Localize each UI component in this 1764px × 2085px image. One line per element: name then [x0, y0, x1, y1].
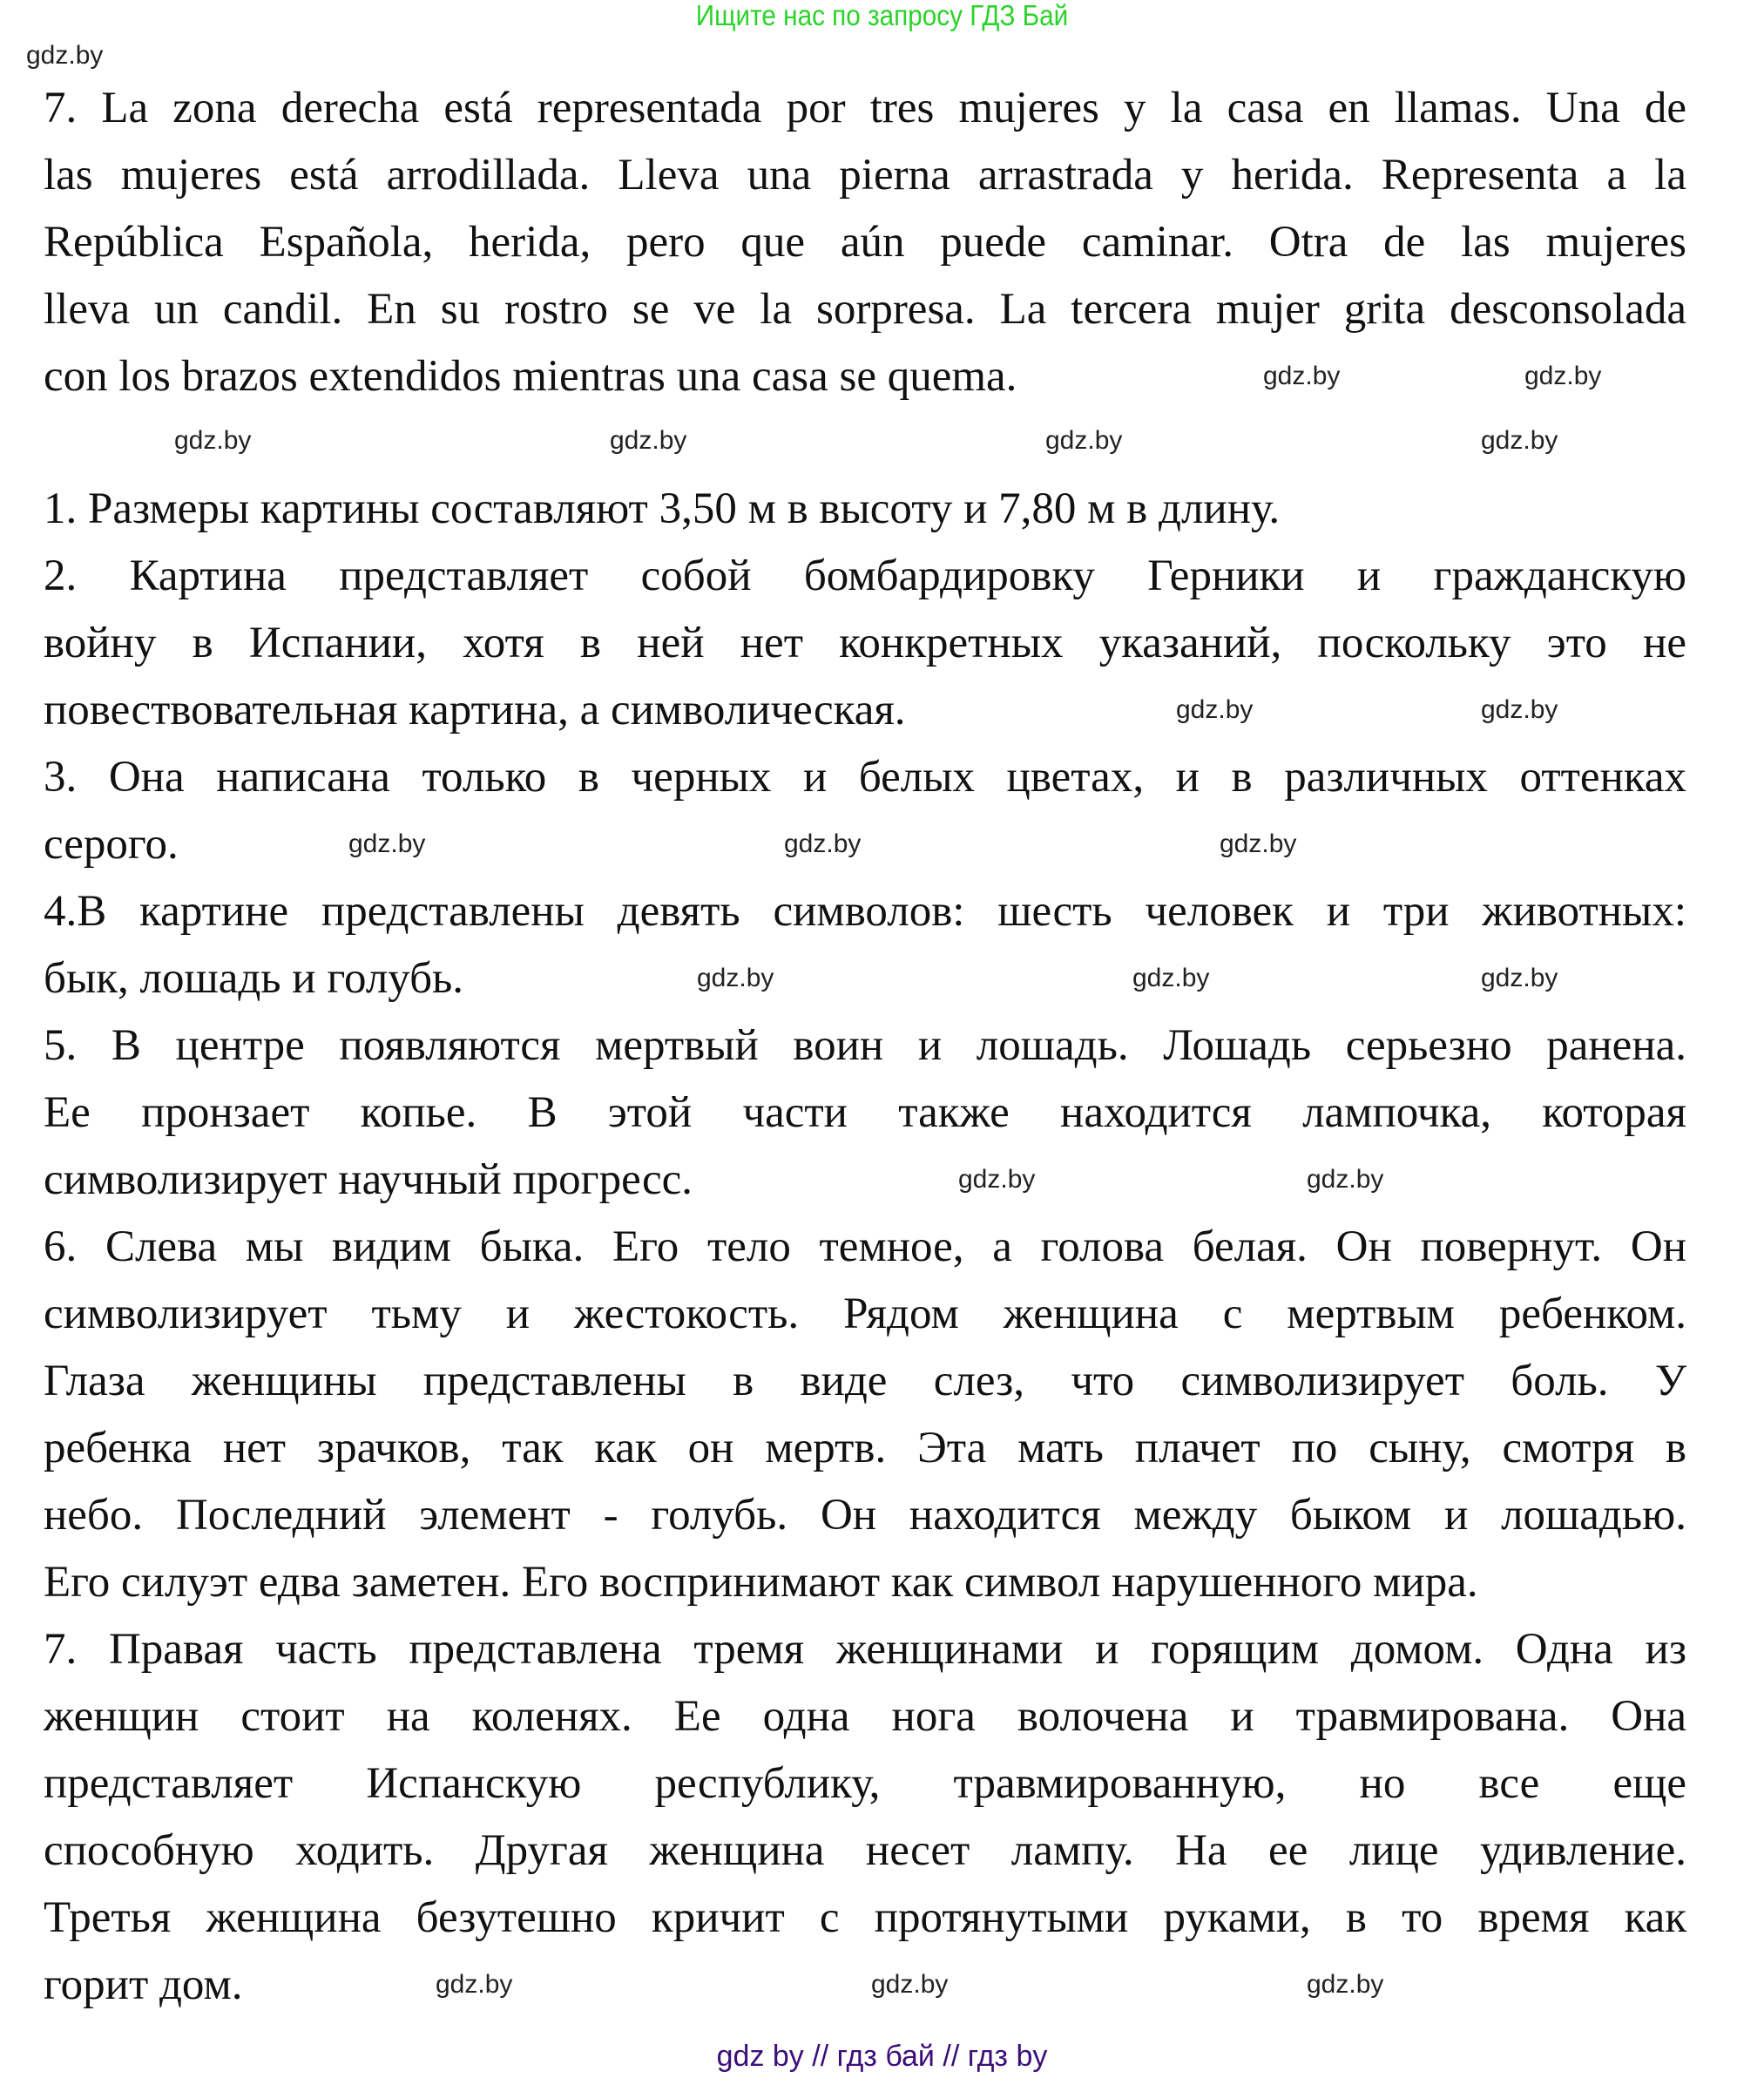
watermark: gdz.by: [1132, 964, 1210, 992]
footer-links: gdz by // гдз бай // гдз by: [716, 2040, 1048, 2073]
watermark: gdz.by: [436, 1970, 513, 1999]
text-line: 1. Размеры картины составляют 3,50 м в высоту и 7,80 м в длину.: [44, 484, 1281, 533]
watermark: gdz.by: [1307, 1970, 1384, 1999]
text-line: Ее пронзает копье. В этой части также находится лампочка, которая: [44, 1088, 1686, 1137]
answer-item-4: [44, 878, 1686, 1012]
text-line: символизирует научный прогресс.: [44, 1155, 693, 1204]
spanish-paragraph: [44, 75, 1686, 410]
watermark: gdz.by: [1307, 1165, 1384, 1194]
watermark: gdz.by: [174, 426, 252, 455]
text-line: las mujeres está arrodillada. Lleva una pierna arrastrada y herida. Representa a la: [44, 151, 1686, 200]
text-line: женщин стоит на коленях. Ее одна нога волочена и травмирована. Она: [44, 1692, 1686, 1741]
answer-item-3: [44, 744, 1686, 878]
answer-item-7: [44, 1616, 1686, 2019]
text-line: Его силуэт едва заметен. Его воспринимают как символ нарушенного мира.: [44, 1558, 1478, 1607]
watermark: gdz.by: [1524, 362, 1602, 390]
text-line: con los brazos extendidos mientras una casa se quema.: [44, 352, 1017, 401]
text-line: бык, лошадь и голубь.: [44, 954, 464, 1003]
text-line: lleva un candil. En su rostro se ve la sorpresa. La tercera mujer grita desconsolada: [44, 285, 1686, 334]
answer-item-1: [44, 476, 1686, 543]
text-line: войну в Испании, хотя в ней нет конкретных указаний, поскольку это не: [44, 619, 1686, 667]
answer-item-5: [44, 1012, 1686, 1214]
russian-answers: [44, 476, 1686, 2019]
text-line: способную ходить. Другая женщина несет лампу. На ее лице удивление.: [44, 1826, 1686, 1875]
watermark: gdz.by: [871, 1970, 949, 1999]
answer-item-2: [44, 543, 1686, 744]
watermark: gdz.by: [610, 426, 687, 455]
text-line: повествовательная картина, а символическая.: [44, 686, 906, 734]
answer-item-6: [44, 1214, 1686, 1616]
text-line: Третья женщина безутешно кричит с протянутыми руками, в то время как: [44, 1893, 1686, 1942]
text-line: представляет Испанскую республику, травмированную, но все еще: [44, 1759, 1686, 1808]
text-line: 4.В картине представлены девять символов: шесть человек и три животных:: [44, 887, 1686, 936]
watermark: gdz.by: [348, 829, 426, 858]
watermark: gdz.by: [1263, 362, 1341, 390]
text-line: Глаза женщины представлены в виде слез, что символизирует боль. У: [44, 1357, 1686, 1405]
text-line: горит дом.: [44, 1960, 243, 2009]
text-line: символизирует тьму и жестокость. Рядом женщина с мертвым ребенком.: [44, 1290, 1686, 1338]
watermark: gdz.by: [784, 829, 862, 858]
watermark: gdz.by: [1481, 426, 1558, 455]
watermark: gdz.by: [958, 1165, 1036, 1194]
search-hint-banner: Ищите нас по запросу ГДЗ Бай: [695, 0, 1069, 31]
text-line: 3. Она написана только в черных и белых цветах, и в различных оттенках: [44, 753, 1686, 802]
text-line: серого.: [44, 820, 179, 869]
text-line: 2. Картина представляет собой бомбардировку Герники и гражданскую: [44, 552, 1686, 600]
text-line: небо. Последний элемент - голубь. Он находится между быком и лошадью.: [44, 1491, 1686, 1540]
watermark: gdz.by: [1045, 426, 1123, 455]
watermark: gdz.by: [1220, 829, 1297, 858]
watermark: gdz.by: [1481, 695, 1558, 724]
watermark: gdz.by: [697, 964, 774, 992]
text-line: ребенка нет зрачков, так как он мертв. Эта мать плачет по сыну, смотря в: [44, 1424, 1686, 1472]
text-line: 7. La zona derecha está representada por tres mujeres y la casa en llamas. Una de: [44, 84, 1686, 132]
text-line: 5. В центре появляются мертвый воин и лошадь. Лошадь серьезно ранена.: [44, 1021, 1686, 1070]
text-line: 6. Слева мы видим быка. Его тело темное, а голова белая. Он повернут. Он: [44, 1222, 1686, 1271]
watermark: gdz.by: [1176, 695, 1254, 724]
text-line: 7. Правая часть представлена тремя женщинами и горящим домом. Одна из: [44, 1625, 1686, 1674]
watermark: gdz.by: [1481, 964, 1558, 992]
text-line: República Española, herida, pero que aún puede caminar. Otra de las mujeres: [44, 218, 1686, 267]
watermark: gdz.by: [26, 41, 104, 70]
